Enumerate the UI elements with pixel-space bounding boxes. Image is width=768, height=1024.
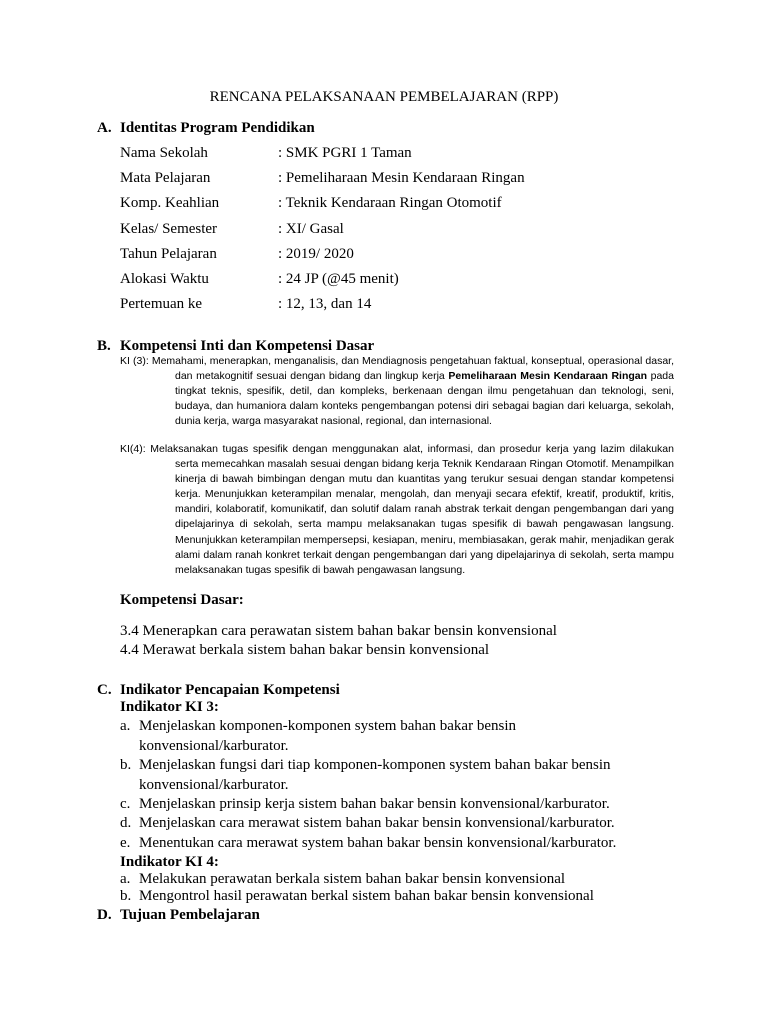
list-marker: c. [120, 796, 131, 812]
list-text: Menjelaskan cara merawat sistem bahan bakar bensin konvensional/karburator. [139, 815, 615, 831]
list-item [120, 756, 680, 796]
identity-value: : Pemeliharaan Mesin Kendaraan Ringan [278, 170, 525, 186]
list-item [120, 795, 680, 815]
section-b-title: Kompetensi Inti dan Kompetensi Dasar [120, 338, 375, 354]
list-item [120, 834, 680, 854]
indikator-ki4-heading: Indikator KI 4: [120, 854, 219, 870]
identity-key: Tahun Pelajaran [120, 246, 217, 262]
ki3-text-end: pada tingkat teknis, spesifik, detil, dan kompleks, berkenaan dengan ilmu pengetahuan dan teknologi, seni, budaya, dan humaniora dalam konteks pengembangan potensi diri sebagai bagian dari keluarga, sekolah, dunia kerja, warga masyarakat nasional, regional, dan internasional. [175, 370, 674, 428]
ki3-subject: Pemeliharaan Mesin Kendaraan Ringan [448, 370, 648, 383]
ki4-text-start: KI(4): Melaksanakan tugas spesifik dengan menggunakan alat, informasi, dan prosedur kerja yang lazim dilakukan serta memecahkan masalah sesuai dengan bidang kerja Teknik Kendaraan Ringan Otomotif. Menampilkan kinerja di bawah bimbingan dengan mutu dan kuantitas yang terukur sesuai dengan standar kompetensi kerja. Menunjukkan keterampilan menalar, mengolah, dan menyaji secara efektif, kreatif, produktif, kritis, mandiri, kolaboratif, komunikatif, dan solutif dalam ranah abstrak terkait dengan pengembangan dari yang dipelajarinya di sekolah, serta mampu melaksanakan tugas spesifik di bawah pengawasan langsung. [120, 443, 674, 531]
section-c-letter: C. [97, 682, 112, 698]
identity-value: : Teknik Kendaraan Ringan Otomotif [278, 195, 502, 211]
identity-key: Komp. Keahlian [120, 195, 220, 211]
identity-key: Alokasi Waktu [120, 271, 209, 287]
identity-row [120, 220, 680, 238]
list-item [120, 888, 680, 906]
list-marker: a. [120, 718, 131, 734]
section-a-letter: A. [97, 120, 112, 136]
identity-row [120, 144, 680, 162]
list-text: Menjelaskan komponen-komponen system bahan bakar bensin [139, 718, 516, 734]
ki3-paragraph [120, 354, 674, 429]
list-text-continued: konvensional/karburator. [139, 737, 289, 754]
ki4-text-end: Menunjukkan keterampilan mempersepsi, kesiapan, meniru, membiasakan, gerak mahir, menjadikan gerak alami dalam ranah konkret terkait dengan pengembangan dari yang dipelajarinya di sekolah, serta mampu melaksanakan tugas spesifik di bawah pengawasan langsung. [175, 533, 674, 576]
section-c-heading [97, 681, 497, 699]
list-item [120, 717, 680, 757]
list-marker: b. [120, 757, 132, 773]
indikator-ki3-heading: Indikator KI 3: [120, 699, 219, 715]
list-text: Melakukan perawatan berkala sistem bahan bakar bensin konvensional [139, 871, 566, 887]
identity-row [120, 194, 680, 212]
identity-key: Pertemuan ke [120, 296, 203, 312]
identity-key: Nama Sekolah [120, 145, 208, 161]
section-d-letter: D. [97, 907, 112, 923]
list-text: Menjelaskan fungsi dari tiap komponen-komponen system bahan bakar bensin [139, 757, 611, 773]
identity-key: Mata Pelajaran [120, 170, 211, 186]
section-d-title: Tujuan Pembelajaran [120, 907, 260, 923]
section-c-title: Indikator Pencapaian Kompetensi [120, 682, 340, 698]
list-text: Menentukan cara merawat system bahan bakar bensin konvensional/karburator. [139, 835, 617, 851]
list-text-continued: konvensional/karburator. [139, 776, 289, 793]
list-text: Mengontrol hasil perawatan berkal sistem bahan bakar bensin konvensional [139, 888, 594, 904]
identity-key: Kelas/ Semester [120, 221, 218, 237]
identity-value: : SMK PGRI 1 Taman [278, 145, 412, 161]
list-text: Menjelaskan prinsip kerja sistem bahan bakar bensin konvensional/karburator. [139, 796, 610, 812]
kd-item: 3.4 Menerapkan cara perawatan sistem bahan bakar bensin konvensional [120, 623, 557, 639]
list-marker: b. [120, 888, 132, 904]
document-title: RENCANA PELAKSANAAN PEMBELAJARAN (RPP) [209, 89, 559, 105]
identity-value: : 2019/ 2020 [278, 246, 354, 262]
list-marker: d. [120, 815, 132, 831]
identity-row [120, 295, 680, 313]
identity-row [120, 245, 680, 263]
ki4-paragraph [120, 442, 674, 578]
identity-row [120, 169, 680, 187]
list-marker: a. [120, 871, 131, 887]
list-item [120, 871, 680, 889]
section-b-letter: B. [97, 338, 111, 354]
kd-item: 4.4 Merawat berkala sistem bahan bakar bensin konvensional [120, 642, 490, 658]
list-item [120, 814, 680, 834]
section-d-heading [97, 906, 497, 924]
section-b-heading [97, 337, 497, 355]
list-marker: e. [120, 835, 131, 851]
identity-value: : 12, 13, dan 14 [278, 296, 372, 312]
identity-value: : XI/ Gasal [278, 221, 344, 237]
section-a-heading [97, 119, 497, 137]
ki3-text-start: KI (3): Memahami, menerapkan, menganalisis, dan Mendiagnosis pengetahuan faktual, konseptual, operasional dasar, dan metakognitif sesuai dengan bidang dan lingkup kerja [120, 355, 674, 383]
section-a-title: Identitas Program Pendidikan [120, 120, 315, 136]
identity-row [120, 270, 680, 288]
ki3-block [120, 354, 674, 429]
ki4-block [120, 442, 674, 578]
kd-heading: Kompetensi Dasar: [120, 592, 244, 608]
identity-value: : 24 JP (@45 menit) [278, 271, 399, 287]
